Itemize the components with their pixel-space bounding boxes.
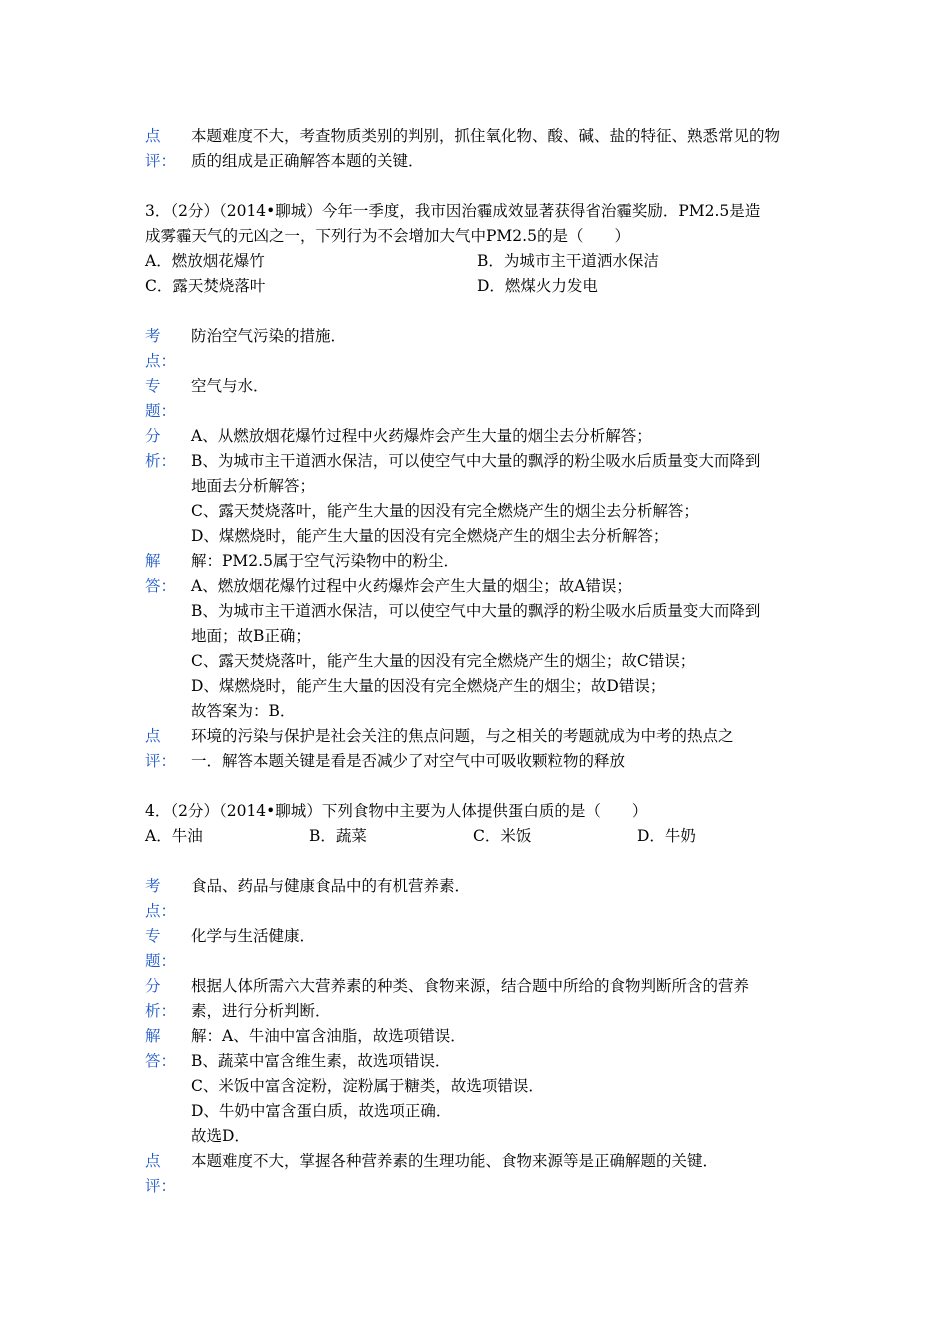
text-line: 质的组成是正确解答本题的关键． [191, 152, 424, 170]
text-line: 根据人体所需六大营养素的种类、食物来源，结合题中所给的食物判断所含的营养 [191, 977, 750, 995]
text-line: C、露天焚烧落叶，能产生大量的因没有完全燃烧产生的烟尘去分析解答； [191, 502, 699, 520]
text-line: C、露天焚烧落叶，能产生大量的因没有完全燃烧产生的烟尘；故C错误； [191, 652, 696, 670]
section-label: 解 答： [145, 552, 177, 595]
q4-fenxi-section [145, 974, 810, 1024]
option-c: C．米饭 [473, 827, 532, 845]
text-line: 地面；故B正确； [191, 627, 311, 645]
text-line: 故选D． [191, 1127, 250, 1145]
option-b: B．为城市主干道洒水保洁 [477, 252, 659, 270]
q3-jieda-section [145, 549, 810, 724]
text-line: 解：PM2.5属于空气污染物中的粉尘． [191, 552, 459, 570]
option-a: A．牛油 [145, 827, 203, 845]
option-b: B．蔬菜 [309, 827, 367, 845]
section-label: 专 题： [145, 927, 177, 970]
q3-zhuanti-section [145, 374, 810, 424]
q3-dianping-section [145, 724, 810, 774]
text-line: 空气与水． [191, 377, 269, 395]
option-d: D．牛奶 [637, 827, 696, 845]
q4-zhuanti-section [145, 924, 810, 974]
option-c: C．露天焚烧落叶 [145, 277, 266, 295]
question-4-stem: 4．（2分）（2014•聊城）下列食物中主要为人体提供蛋白质的是（ ） [145, 802, 648, 820]
section-label: 分 析： [145, 977, 177, 1020]
q4-kaodian-section [145, 874, 810, 924]
text-line: 化学与生活健康． [191, 927, 316, 945]
text-line: 解：A、牛油中富含油脂，故选项错误． [191, 1027, 466, 1045]
text-line: B、为城市主干道洒水保洁，可以使空气中大量的飘浮的粉尘吸水后质量变大而降到 [191, 602, 761, 620]
question-3-stem: 3．（2分）（2014•聊城）今年一季度，我市因治霾成效显著获得省治霾奖励．PM2.5是造 成雾霾天气的元凶之一，下列行为不会增加大气中PM2.5的是（ ） [145, 202, 761, 245]
question-3-options [145, 249, 810, 299]
q4-dianping-section [145, 1149, 810, 1199]
text-line: 环境的污染与保护是社会关注的焦点问题，与之相关的考题就成为中考的热点之 [191, 727, 734, 745]
section-label: 考 点： [145, 877, 177, 920]
section-label: 点 评： [145, 727, 177, 770]
section-label: 专 题： [145, 377, 177, 420]
section-label: 点 评： [145, 127, 177, 170]
text-line: 防治空气污染的措施． [191, 327, 347, 345]
text-line: A、燃放烟花爆竹过程中火药爆炸会产生大量的烟尘；故A错误； [191, 577, 632, 595]
text-line: B、蔬菜中富含维生素，故选项错误． [191, 1052, 451, 1070]
text-line: 本题难度不大，掌握各种营养素的生理功能、食物来源等是正确解题的关键． [191, 1152, 719, 1170]
text-line: B、为城市主干道洒水保洁，可以使空气中大量的飘浮的粉尘吸水后质量变大而降到 [191, 452, 761, 470]
text-line: 地面去分析解答； [191, 477, 316, 495]
option-d: D．燃煤火力发电 [477, 277, 598, 295]
q3-kaodian-section [145, 324, 810, 374]
section-label: 解 答： [145, 1027, 177, 1070]
text-line: 一．解答本题关键是看是否减少了对空气中可吸收颗粒物的释放 [191, 752, 626, 770]
text-line: D、煤燃烧时，能产生大量的因没有完全燃烧产生的烟尘去分析解答； [191, 527, 669, 545]
q2-comment-section [145, 124, 810, 174]
section-label: 分 析： [145, 427, 177, 470]
option-a: A．燃放烟花爆竹 [145, 252, 265, 270]
text-line: D、煤燃烧时，能产生大量的因没有完全燃烧产生的烟尘；故D错误； [191, 677, 666, 695]
q4-jieda-section [145, 1024, 810, 1149]
text-line: 本题难度不大，考查物质类别的判别，抓住氧化物、酸、碱、盐的特征、熟悉常见的物 [191, 127, 781, 145]
section-label: 点 评： [145, 1152, 177, 1195]
text-line: D、牛奶中富含蛋白质，故选项正确． [191, 1102, 452, 1120]
text-line: C、米饭中富含淀粉，淀粉属于糖类，故选项错误． [191, 1077, 544, 1095]
text-line: A、从燃放烟花爆竹过程中火药爆炸会产生大量的烟尘去分析解答； [191, 427, 652, 445]
question-4-options [145, 824, 810, 849]
text-line: 故答案为：B． [191, 702, 296, 720]
section-label: 考 点： [145, 327, 177, 370]
q3-fenxi-section [145, 424, 810, 549]
text-line: 食品、药品与健康食品中的有机营养素． [191, 877, 471, 895]
text-line: 素，进行分析判断． [191, 1002, 331, 1020]
